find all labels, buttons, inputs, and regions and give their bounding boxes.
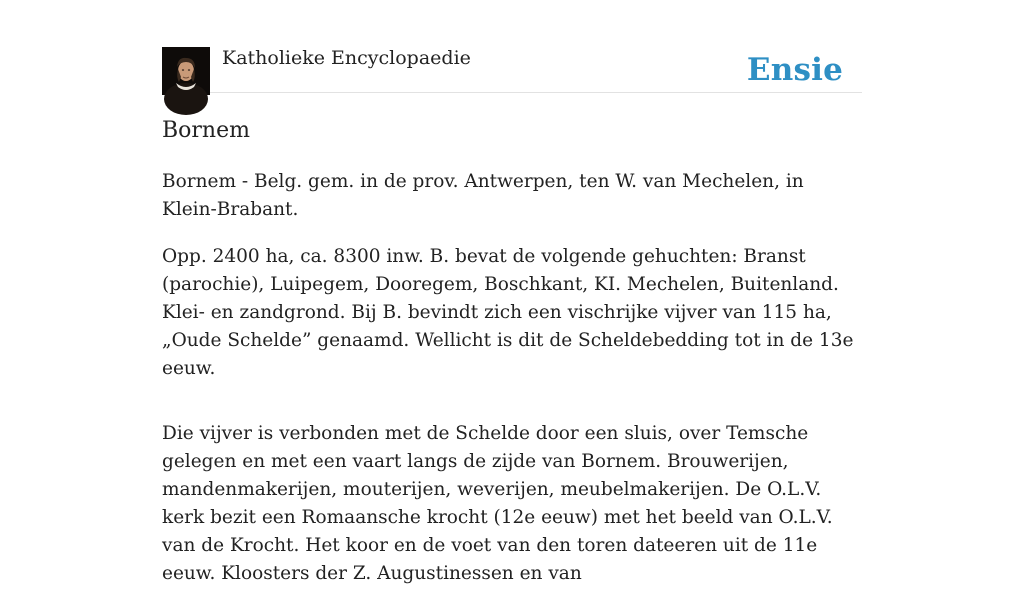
site-name[interactable]: Katholieke Encyclopaedie (222, 47, 471, 69)
article-body (162, 168, 862, 607)
article-paragraph: Opp. 2400 ha, ca. 8300 inw. B. bevat de volgende gehuchten: Branst (parochie), Luipegem, Dooregem, Boschkant, KI. Mechelen, Buitenland. Klei- en zandgrond. Bij B. bevindt zich een vischrijke vijver van 115 ha, „Oude Schelde” genaamd. Wellicht is dit de Scheldebedding tot in de 13e eeuw. (162, 246, 854, 379)
page-title: Bornem (162, 118, 250, 143)
site-header (162, 46, 862, 93)
portrait-avatar-icon[interactable] (162, 47, 210, 95)
ensie-logo[interactable]: Ensie (746, 52, 843, 88)
article-paragraph: Bornem - Belg. gem. in de prov. Antwerpen, ten W. van Mechelen, in Klein-Brabant. (162, 171, 804, 220)
article-paragraph: Die vijver is verbonden met de Schelde door een sluis, over Temsche gelegen en met een vaart langs de zijde van Bornem. Brouwerijen, mandenmakerijen, mouterijen, weverijen, meubelmakerijen. De O.L.V. kerk bezit een Romaansche krocht (12e eeuw) met het beeld van O.L.V. van de Krocht. Het koor en de voet van den toren dateeren uit de 11e eeuw. Kloosters der Z. Augustinessen en van (162, 423, 833, 584)
